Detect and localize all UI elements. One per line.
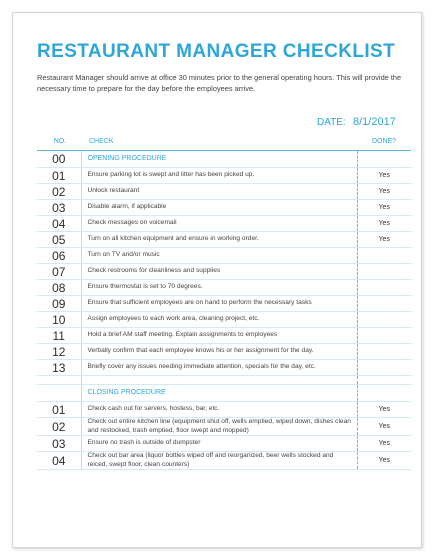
checklist-rows — [37, 151, 411, 470]
column-header-check: CHECK — [81, 133, 357, 151]
done-status[interactable] — [357, 248, 411, 264]
done-status[interactable] — [357, 360, 411, 376]
row-number: 12 — [37, 344, 81, 360]
done-status[interactable] — [357, 151, 411, 168]
section-row — [37, 151, 411, 168]
table-row — [37, 328, 411, 344]
row-number: 13 — [37, 360, 81, 376]
done-status[interactable] — [357, 328, 411, 344]
row-number: 04 — [37, 452, 81, 470]
checklist-page — [12, 12, 422, 548]
column-header-no: NO. — [37, 133, 81, 151]
table-row — [37, 360, 411, 376]
check-item: Assign employees to each work area, cleaning project, etc. — [81, 312, 357, 328]
done-status[interactable] — [357, 385, 411, 402]
check-item: Disable alarm, if applicable — [81, 200, 357, 216]
row-number: 00 — [37, 151, 81, 168]
done-status[interactable] — [357, 344, 411, 360]
row-number: 02 — [37, 184, 81, 200]
row-number: 01 — [37, 402, 81, 418]
row-number: 06 — [37, 248, 81, 264]
table-row — [37, 280, 411, 296]
done-status[interactable]: Yes — [357, 418, 411, 436]
done-status[interactable]: Yes — [357, 216, 411, 232]
done-status[interactable]: Yes — [357, 168, 411, 184]
table-row — [37, 184, 411, 200]
row-number: 04 — [37, 216, 81, 232]
spacer-cell — [37, 376, 81, 385]
row-number: 03 — [37, 436, 81, 452]
table-row — [37, 296, 411, 312]
table-row — [37, 402, 411, 418]
row-number: 09 — [37, 296, 81, 312]
row-number: 10 — [37, 312, 81, 328]
table-row — [37, 452, 411, 470]
checklist-table — [37, 133, 411, 470]
done-status[interactable]: Yes — [357, 200, 411, 216]
table-row — [37, 200, 411, 216]
table-row — [37, 418, 411, 436]
check-item: Turn on TV and/or music — [81, 248, 357, 264]
done-status[interactable]: Yes — [357, 436, 411, 452]
check-item: Ensure that sufficient employees are on hand to perform the necessary tasks — [81, 296, 357, 312]
check-item: Unlock restaurant — [81, 184, 357, 200]
row-number: 01 — [37, 168, 81, 184]
row-number: 03 — [37, 200, 81, 216]
check-item: Turn on all kitchen equipment and ensure in working order. — [81, 232, 357, 248]
table-row — [37, 248, 411, 264]
table-header-row — [37, 133, 411, 151]
table-row — [37, 168, 411, 184]
done-status[interactable] — [357, 312, 411, 328]
done-status[interactable]: Yes — [357, 402, 411, 418]
page-title: RESTAURANT MANAGER CHECKLIST — [37, 41, 396, 62]
section-row — [37, 385, 411, 402]
row-number: 02 — [37, 418, 81, 436]
table-row — [37, 264, 411, 280]
table-row — [37, 312, 411, 328]
date-label: DATE: — [317, 117, 346, 128]
spacer-row — [37, 376, 411, 385]
row-number: 07 — [37, 264, 81, 280]
section-title: CLOSING PROCEDURE — [81, 385, 357, 402]
check-item: Ensure no trash is outside of dumpster — [81, 436, 357, 452]
done-status[interactable] — [357, 280, 411, 296]
check-item: Verbally confirm that each employee knows his or her assignment for the day. — [81, 344, 357, 360]
check-item: Check restrooms for cleanliness and supplies — [81, 264, 357, 280]
date-value: 8/1/2017 — [353, 116, 396, 128]
row-number: 05 — [37, 232, 81, 248]
done-status[interactable]: Yes — [357, 452, 411, 470]
table-row — [37, 216, 411, 232]
check-item: Ensure parking lot is swept and litter has been picked up. — [81, 168, 357, 184]
check-item: Hold a brief AM staff meeting. Explain assignments to employees — [81, 328, 357, 344]
column-header-done: DONE? — [357, 133, 411, 151]
row-number: 11 — [37, 328, 81, 344]
check-item: Ensure thermostat is set to 70 degrees. — [81, 280, 357, 296]
check-item: Check out bar area (liquor bottles wiped off and reorganized, beer wells stocked and reiced, swept floor, clean counters) — [81, 452, 357, 470]
check-item: Check out entire kitchen line (equipment shut off, wells emptied, wiped down, dishes clean and restocked, trash emptied, floor swept and mopped) — [81, 418, 357, 436]
check-item: Check cash out for servers, hostess, bar, etc. — [81, 402, 357, 418]
spacer-cell — [357, 376, 411, 385]
done-status[interactable]: Yes — [357, 232, 411, 248]
done-status[interactable]: Yes — [357, 184, 411, 200]
done-status[interactable] — [357, 264, 411, 280]
spacer-cell — [81, 376, 357, 385]
row-number: 08 — [37, 280, 81, 296]
section-title: OPENING PROCEDURE — [81, 151, 357, 168]
row-number — [37, 385, 81, 402]
table-row — [37, 232, 411, 248]
table-row — [37, 436, 411, 452]
check-item: Check messages on voicemail — [81, 216, 357, 232]
table-row — [37, 344, 411, 360]
done-status[interactable] — [357, 296, 411, 312]
check-item: Briefly cover any issues needing immediate attention, specials for the day, etc. — [81, 360, 357, 376]
intro-text: Restaurant Manager should arrive at office 30 minutes prior to the general operating hours. This will provide the necessary time to prepare for the day before the employees arrive. — [37, 73, 402, 93]
